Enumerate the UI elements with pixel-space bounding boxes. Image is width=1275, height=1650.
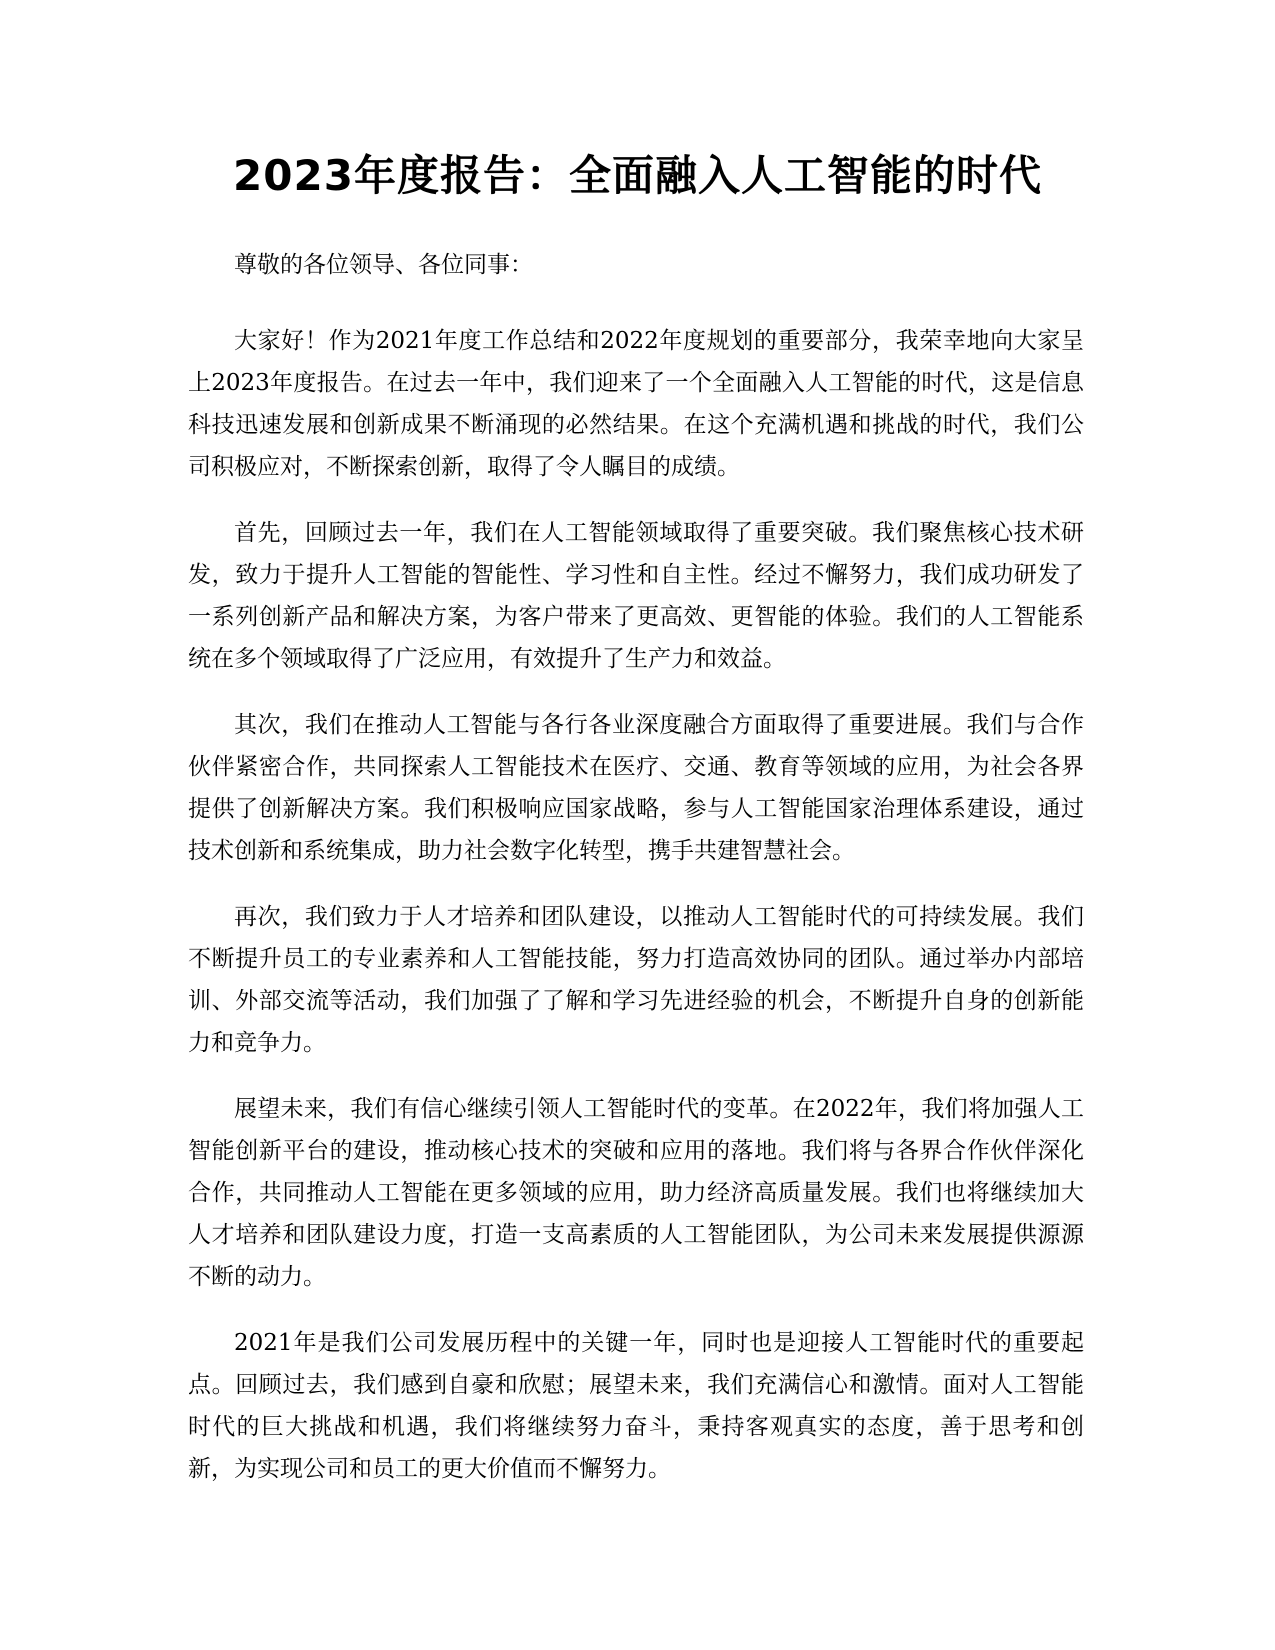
document-body (188, 244, 1084, 1514)
paragraph-third: 再次，我们致力于人才培养和团队建设，以推动人工智能时代的可持续发展。我们不断提升员工的专业素养和人工智能技能，努力打造高效协同的团队。通过举办内部培训、外部交流等活动，我们加强了了解和学习先进经验的机会，不断提升自身的创新能力和竞争力。 (188, 904, 1084, 1056)
paragraph-conclusion: 2021年是我们公司发展历程中的关键一年，同时也是迎接人工智能时代的重要起点。回顾过去，我们感到自豪和欣慰；展望未来，我们充满信心和激情。面对人工智能时代的巨大挑战和机遇，我们将继续努力奋斗，秉持客观真实的态度，善于思考和创新，为实现公司和员工的更大价值而不懈努力。 (188, 1330, 1084, 1482)
paragraph-outlook: 展望未来，我们有信心继续引领人工智能时代的变革。在2022年，我们将加强人工智能创新平台的建设，推动核心技术的突破和应用的落地。我们将与各界合作伙伴深化合作，共同推动人工智能在更多领域的应用，助力经济高质量发展。我们也将继续加大人才培养和团队建设力度，打造一支高素质的人工智能团队，为公司未来发展提供源源不断的动力。 (188, 1096, 1084, 1290)
paragraph-first: 首先，回顾过去一年，我们在人工智能领域取得了重要突破。我们聚焦核心技术研发，致力于提升人工智能的智能性、学习性和自主性。经过不懈努力，我们成功研发了一系列创新产品和解决方案，为客户带来了更高效、更智能的体验。我们的人工智能系统在多个领域取得了广泛应用，有效提升了生产力和效益。 (188, 520, 1084, 672)
salutation: 尊敬的各位领导、各位同事： (234, 252, 533, 278)
paragraph-intro: 大家好！作为2021年度工作总结和2022年度规划的重要部分，我荣幸地向大家呈上2023年度报告。在过去一年中，我们迎来了一个全面融入人工智能的时代，这是信息科技迅速发展和创新成果不断涌现的必然结果。在这个充满机遇和挑战的时代，我们公司积极应对，不断探索创新，取得了令人瞩目的成绩。 (188, 328, 1084, 480)
paragraph-second: 其次，我们在推动人工智能与各行各业深度融合方面取得了重要进展。我们与合作伙伴紧密合作，共同探索人工智能技术在医疗、交通、教育等领域的应用，为社会各界提供了创新解决方案。我们积极响应国家战略，参与人工智能国家治理体系建设，通过技术创新和系统集成，助力社会数字化转型，携手共建智慧社会。 (188, 712, 1084, 864)
document-title: 2023年度报告：全面融入人工智能的时代 (233, 151, 1042, 200)
